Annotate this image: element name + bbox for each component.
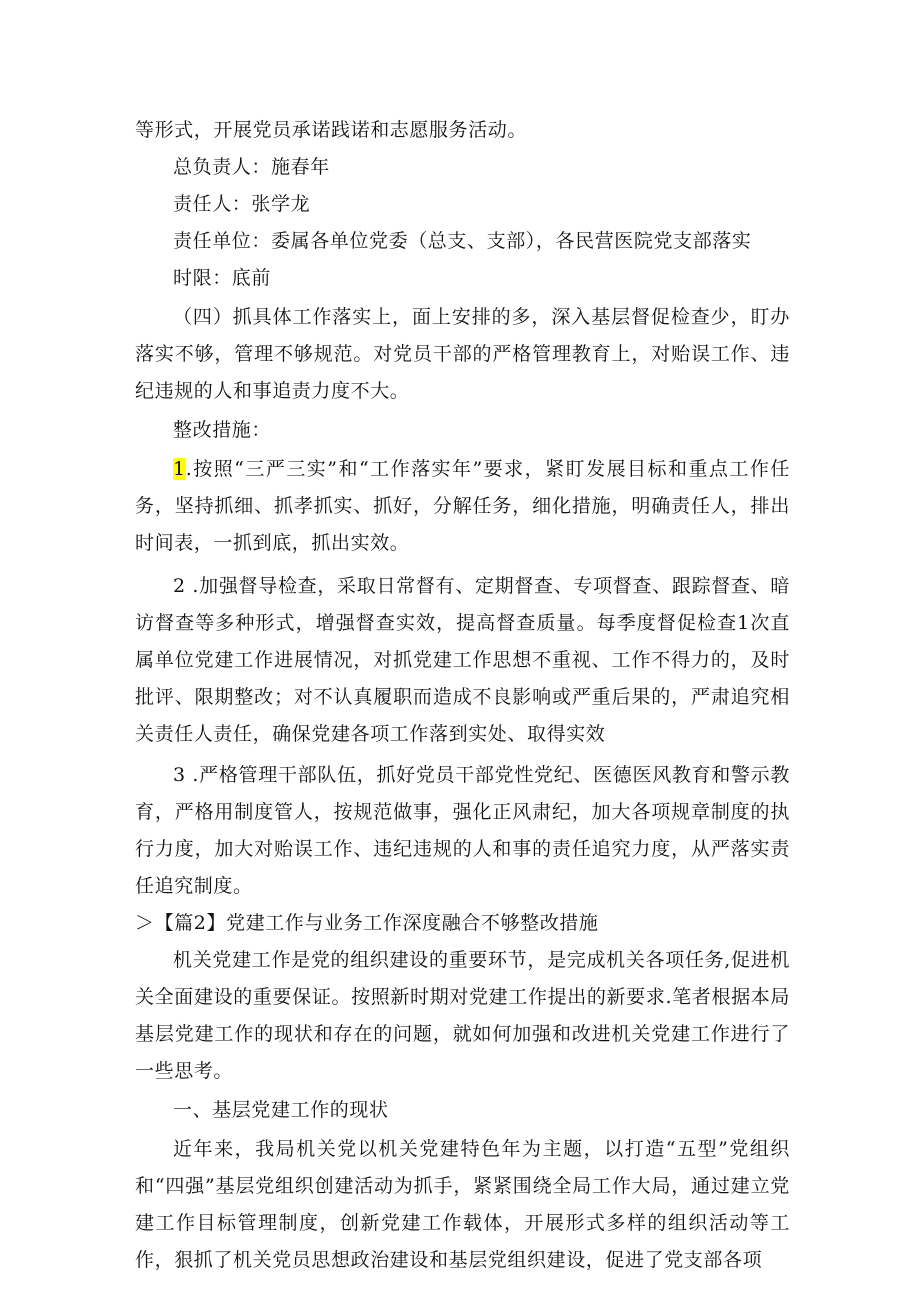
paragraph-introduction: 机关党建工作是党的组织建设的重要环节，是完成机关各项任务,促进机关全面建设的重要保证。按照新时期对党建工作提出的新要求.笔者根据本局基层党建工作的现状和存在的问题，就如何加强和改进机关党建工作进行了一些思考。	[135, 949, 790, 1082]
highlight-marker: 1	[173, 458, 186, 480]
paragraph-responsible-unit: 责任单位：委属各单位党委（总支、支部），各民营医院党支部落实	[173, 230, 752, 252]
paragraph-deadline: 时限：底前	[173, 267, 272, 289]
paragraph-activities-continuation: 等形式，开展党员承诺践诺和志愿服务活动。	[135, 119, 528, 141]
section-heading-current-status: 一、基层党建工作的现状	[173, 1099, 389, 1121]
measure-one-text: .按照“三严三实”和“工作落实年”要求，紧盯发展目标和重点工作任务，坚持抓细、抓孝抓实、抓好，分解任务，细化措施，明确责任人，排出时间表，一抓到底，抓出实效。	[135, 458, 790, 554]
paragraph-responsible-person: 责任人：张学龙	[173, 193, 311, 215]
paragraph-issue-four: （四）抓具体工作落实上，面上安排的多，深入基层督促检查少，盯办落实不够，管理不够规范。对党员干部的严格管理教育上，对贻误工作、违纪违规的人和事追责力度不大。	[135, 306, 790, 402]
paragraph-measures-heading: 整改措施：	[173, 419, 272, 441]
paragraph-measure-three: 3 .严格管理干部队伍，抓好党员干部党性党纪、医德医风教育和警示教育，严格用制度管人，按规范做事，强化正风肃纪，加大各项规章制度的执行力度，加大对贻误工作、违纪违规的人和事的责任追究力度，从严落实责任追究制度。	[135, 764, 790, 897]
paragraph-chief-responsible: 总负责人：施春年	[173, 156, 330, 178]
document-body	[135, 112, 790, 1279]
paragraph-recent-years: 近年来，我局机关党以机关党建特色年为主题，以打造“五型”党组织和“四强”基层党组织创建活动为抓手，紧紧围绕全局工作大局，通过建立党建工作目标管理制度，创新党建工作载体，开展形式多样的组织活动等工作，狠抓了机关党员思想政治建设和基层党组织建设，促进了党支部各项	[135, 1138, 790, 1271]
section-heading-article-two: ＞【篇2】党建工作与业务工作深度融合不够整改措施	[135, 912, 599, 934]
paragraph-measure-one	[135, 451, 790, 562]
paragraph-measure-two: 2 .加强督导检查，采取日常督有、定期督查、专项督查、跟踪督查、暗访督查等多种形式，增强督查实效，提高督查质量。每季度督促检查1次直属单位党建工作进展情况，对抓党建工作思想不重视、工作不得力的，及时批评、限期整改；对不认真履职而造成不良影响或严重后果的，严肃追究相关责任人责任，确保党建各项工作落到实处、取得实效	[135, 575, 790, 745]
